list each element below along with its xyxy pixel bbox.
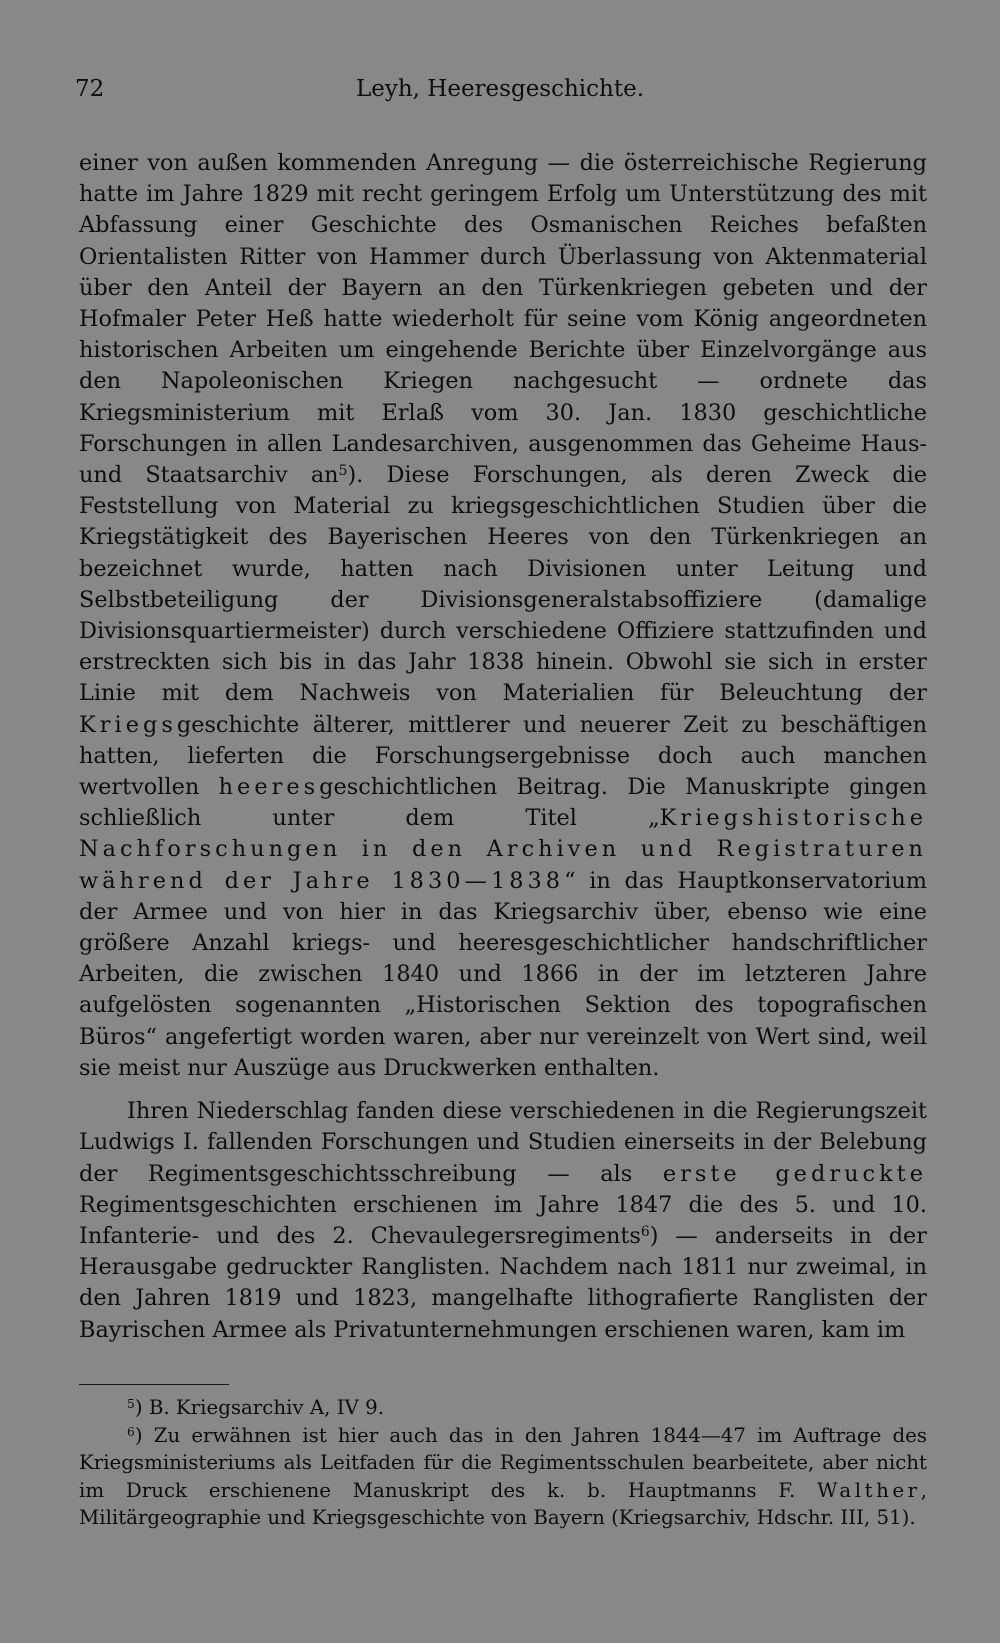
page-number: 72	[75, 76, 105, 102]
paragraph-2	[79, 1096, 927, 1346]
spaced-emphasis: Kriegs	[79, 711, 177, 738]
footnote-mark: 5	[127, 1396, 135, 1411]
page-header	[75, 76, 925, 110]
spaced-emphasis: heeres	[218, 774, 320, 801]
footnote-mark: 6	[127, 1424, 135, 1439]
spaced-emphasis: erste gedruckte	[662, 1160, 928, 1187]
footnote-5	[79, 1394, 927, 1422]
text-run: Regimentsgeschichten erschienen im Jahre 1847 die des 5. und 10. Infanterie- und des 2. Chevaulegersregiments	[79, 1191, 927, 1249]
text-run: “ in das Hauptkonservatorium der Armee und von hier in das Kriegsarchiv über, ebenso wie eine größere Anzahl kriegs- und heeresgeschichtlicher handschriftlicher Arbeiten, die zwischen 1840 und 1866 in der im letzteren Jahre aufgelösten sogenannten „Historischen Sektion des topografischen Büros“ angefertigt worden waren, aber nur vereinzelt von Wert sind, weil sie meist nur Auszüge aus Druckwerken enthalten.	[79, 867, 928, 1081]
footnote-divider	[79, 1384, 229, 1385]
footnote-text: ) B. Kriegsarchiv A, IV 9.	[134, 1396, 384, 1419]
footnote-6	[79, 1422, 927, 1532]
text-run: geschichte älterer, mittlerer und neuerer Zeit zu beschäftigen hatten, lieferten die Forschungsergebnisse doch auch manchen wertvollen	[79, 711, 927, 801]
text-run: ). Diese Forschungen, als deren Zweck die Feststellung von Material zu kriegsgeschichtlichen Studien über die Kriegstätigkeit des Bayerischen Heeres von den Türkenkriegen an bezeichnet wurde, hatten nach Divisionen unter Leitung und Selbstbeteiligung der Divisionsgeneralstabsoffiziere (damalige Divisionsquartiermeister) durch verschiedene Offiziere stattzufinden und erstreckten sich bis in das Jahr 1838 hinein. Obwohl sie sich in erster Linie mit dem Nachweis von Materialien für Beleuchtung der	[79, 462, 928, 707]
paragraph-1	[79, 148, 927, 1084]
text-run: geschichtlichen Beitrag. Die Manuskripte gingen schließlich unter dem Titel „	[79, 774, 927, 832]
footnotes	[79, 1394, 927, 1532]
spaced-emphasis: Walther	[817, 1478, 921, 1502]
spaced-title: Kriegshistorische Nachforschungen in den Archiven und Registraturen während der Jahre 1830—1838	[79, 805, 927, 894]
footnote-ref-5: 5	[338, 463, 348, 480]
main-text	[79, 148, 927, 1346]
footnote-ref-6: 6	[640, 1223, 650, 1240]
text-run: Ihren Niederschlag fanden diese verschiedenen in die Regierungszeit Ludwigs I. fallenden Forschungen und Studien einerseits in der Belebung der Regimentsgeschichtsschreibung — als	[79, 1098, 927, 1187]
footnote-text: ) Zu erwähnen ist hier auch das in den Jahren 1844—47 im Auftrage des Kriegsministeriums als Leitfaden für die Regimentsschulen bearbeitete, aber nicht im Druck erschienene Manuskript des k. b. Hauptmanns F.	[79, 1423, 927, 1502]
text-run: ) — anderseits in der Herausgabe gedruckter Ranglisten. Nachdem nach 1811 nur zweimal, in den Jahren 1819 und 1823, mangelhafte lithografierte Ranglisten der Bayrischen Armee als Privatunternehmungen erschienen waren, kam im	[79, 1222, 927, 1343]
text-run: einer von außen kommenden Anregung — die österreichische Regierung hatte im Jahre 1829 mit recht geringem Erfolg um Unterstützung des mit Abfassung einer Geschichte des Osmanischen Reiches befaßten Orientalisten Ritter von Hammer durch Überlassung von Aktenmaterial über den Anteil der Bayern an den Türkenkriegen gebeten und der Hofmaler Peter Heß hatte wiederholt für seine vom König angeordneten historischen Arbeiten um eingehende Berichte über Einzelvorgänge aus den Napoleonischen Kriegen nachgesucht — ordnete das Kriegsministerium mit Erlaß vom 30. Jan. 1830 geschichtliche Forschungen in allen Landesarchiven, ausgenommen das Geheime Haus- und Staatsarchiv an	[79, 150, 927, 489]
running-title: Leyh, Heeresgeschichte.	[355, 76, 645, 102]
footnote-text: , Militärgeographie und Kriegsgeschichte von Bayern (Kriegsarchiv, Hdschr. III, 51).	[79, 1478, 927, 1529]
